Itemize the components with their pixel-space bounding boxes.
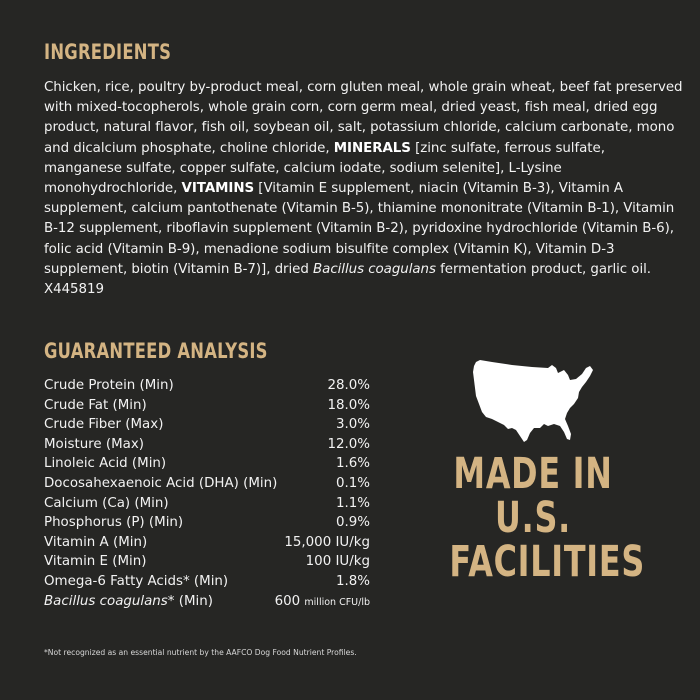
- analysis-row: Vitamin A (Min) 15,000 IU/kg: [44, 534, 370, 550]
- analysis-row: Linoleic Acid (Min) 1.6%: [44, 456, 370, 472]
- minerals-label: MINERALS: [333, 140, 411, 156]
- analysis-row: Omega-6 Fatty Acids* (Min) 1.8%: [44, 573, 370, 589]
- vitamins-label: VITAMINS: [181, 181, 255, 197]
- analysis-row: Crude Protein (Min) 28.0%: [44, 378, 370, 393]
- analysis-row: Docosahexaenoic Acid (DHA) (Min) 0.1%: [44, 475, 370, 491]
- analysis-row: Crude Fiber (Max) 3.0%: [44, 417, 370, 433]
- footnote: *Not recognized as an essential nutrient by the AAFCO Dog Food Nutrient Profiles.: [44, 648, 357, 657]
- analysis-row: Calcium (Ca) (Min) 1.1%: [44, 495, 370, 511]
- bacillus-name: Bacillus coagulans: [313, 261, 436, 277]
- ingredients-heading: INGREDIENTS: [44, 40, 172, 64]
- ingredients-text: Chicken, rice, poultry by-product meal, corn gluten meal, whole grain wheat, beef fat preserved with mixed-tocopherols, whole grain corn, corn germ meal, dried yeast, fish meal, dried egg product, natural flavor, fish oil, soybean oil, salt, potassium chloride, calcium carbonate, mono and dicalcium phosphate, choline chloride, MINERALS [zinc sulfate, ferrous sulfate, manganese sulfate, copper sulfate, calcium iodate, sodium selenite], L-Lysine monohydrochloride, VITAMINS [Vitamin E supplement, niacin (Vitamin B-3), Vitamin A supplement, calcium pantothenate (Vitamin B-5), thiamine mononitrate (Vitamin B-1), Vitamin B-12 supplement, riboflavin supplement (Vitamin B-2), pyridoxine hydrochloride (Vitamin B-6), folic acid (Vitamin B-9), menadione sodium bisulfite complex (Vitamin K), Vitamin D-3 supplement, biotin (Vitamin B-7)], dried Bacillus coagulans fermentation product, garlic oil. X445819: [44, 80, 683, 298]
- analysis-row: Phosphorus (P) (Min) 0.9%: [44, 515, 370, 531]
- guaranteed-analysis-heading: GUARANTEED ANALYSIS: [44, 339, 268, 363]
- analysis-table: [44, 376, 370, 611]
- analysis-row: Crude Fat (Min) 18.0%: [44, 397, 370, 413]
- analysis-row: Moisture (Max) 12.0%: [44, 436, 370, 452]
- analysis-row: Vitamin E (Min) 100 IU/kg: [44, 554, 370, 570]
- analysis-row-bacillus: Bacillus coagulans* (Min) 600 million CFU/lb: [44, 593, 370, 609]
- made-in-usa-badge: MADE IN U.S. FACILITIES: [449, 449, 646, 587]
- usa-map-icon: [472, 356, 596, 446]
